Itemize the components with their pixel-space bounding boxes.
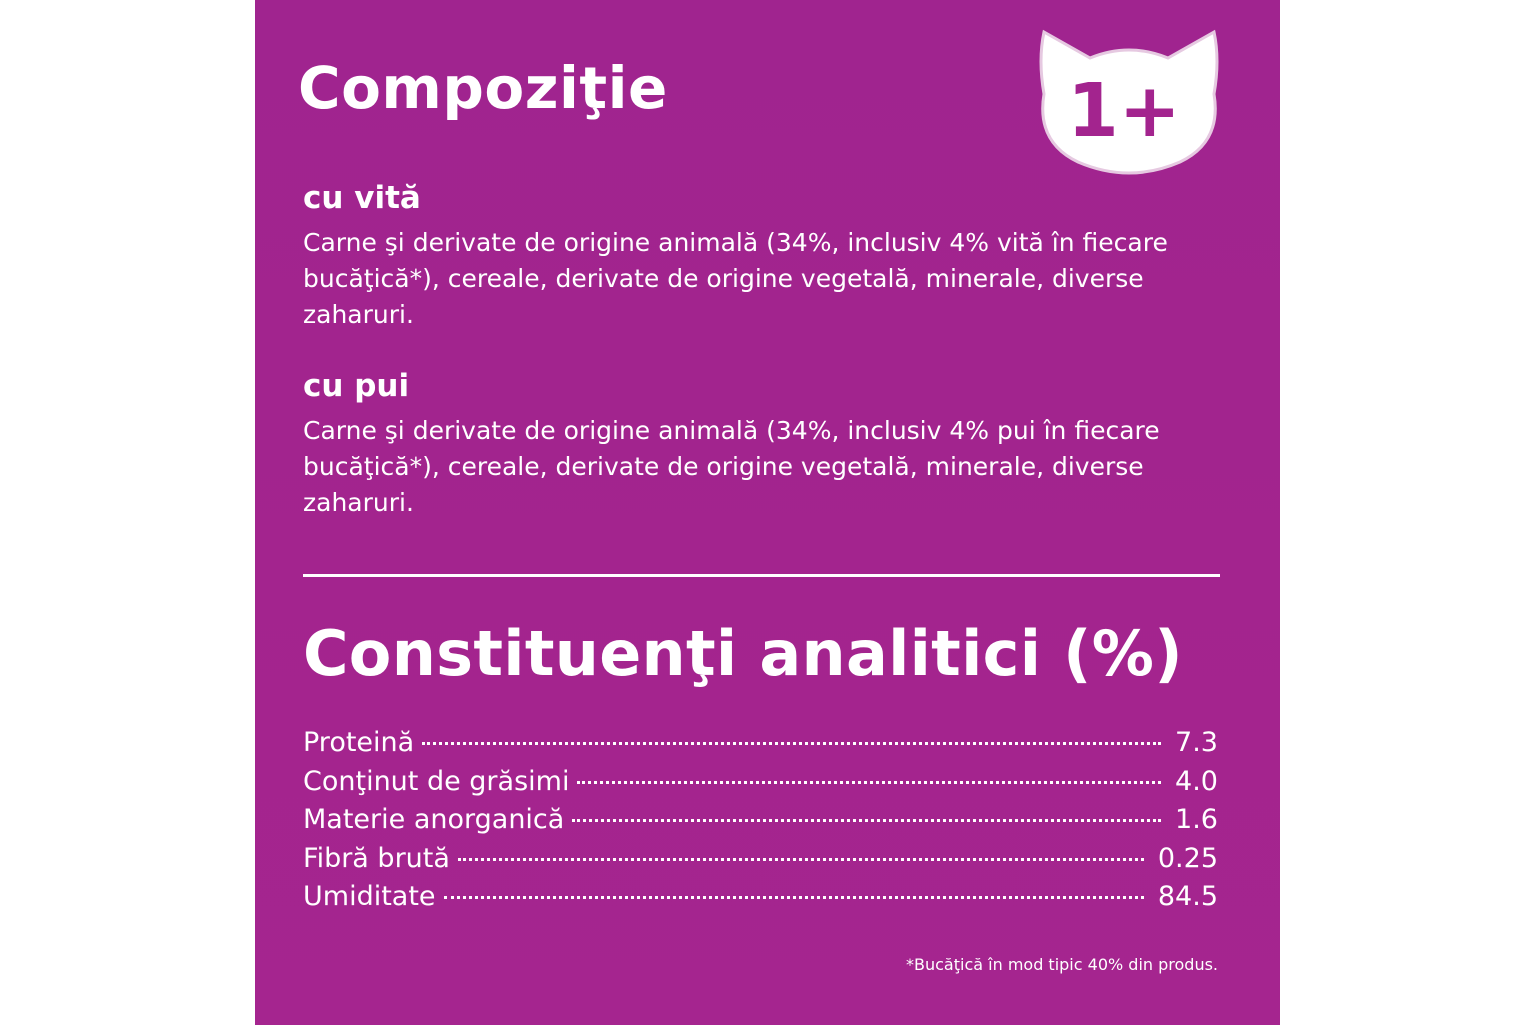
dot-leader (577, 781, 1161, 784)
cat-head-icon (1038, 24, 1220, 176)
divider (303, 574, 1220, 577)
analytics-table (303, 724, 1218, 917)
dot-leader (444, 896, 1144, 899)
row-label: Conţinut de grăsimi (303, 765, 570, 797)
analytics-row (303, 840, 1218, 879)
dot-leader (572, 819, 1161, 822)
row-value: 4.0 (1175, 765, 1218, 797)
age-badge-text: 1+ (1067, 68, 1181, 154)
section-title-beef: cu vită (303, 180, 421, 216)
composition-panel (255, 0, 1280, 1025)
section-text-chicken: Carne şi derivate de origine animală (34%, inclusiv 4% pui în fiecare bucăţică*), cereale, derivate de origine vegetală, minerale, diverse zaharuri. (303, 416, 1160, 517)
analytics-title: Constituenţi analitici (%) (303, 617, 1183, 690)
row-value: 7.3 (1175, 727, 1218, 758)
row-value: 0.25 (1157, 842, 1218, 874)
row-label: Materie anorganică (303, 804, 565, 835)
section-title-chicken: cu pui (303, 368, 410, 404)
page-title: Compoziţie (298, 54, 668, 122)
dot-leader (422, 742, 1161, 745)
dot-leader (458, 858, 1144, 861)
footnote: *Bucăţică în mod tipic 40% din produs. (906, 955, 1218, 974)
analytics-row (303, 801, 1218, 840)
age-badge (1038, 24, 1220, 176)
analytics-row (303, 724, 1218, 763)
row-value: 1.6 (1175, 804, 1218, 835)
analytics-row (303, 763, 1218, 802)
row-label: Proteină (303, 727, 415, 758)
row-label: Fibră brută (303, 842, 450, 874)
row-label: Umiditate (303, 881, 436, 912)
analytics-row (303, 878, 1218, 917)
row-value: 84.5 (1157, 881, 1218, 912)
section-text-beef: Carne şi derivate de origine animală (34%, inclusiv 4% vită în fiecare bucăţică*), cereale, derivate de origine vegetală, minerale, diverse zaharuri. (303, 228, 1168, 329)
